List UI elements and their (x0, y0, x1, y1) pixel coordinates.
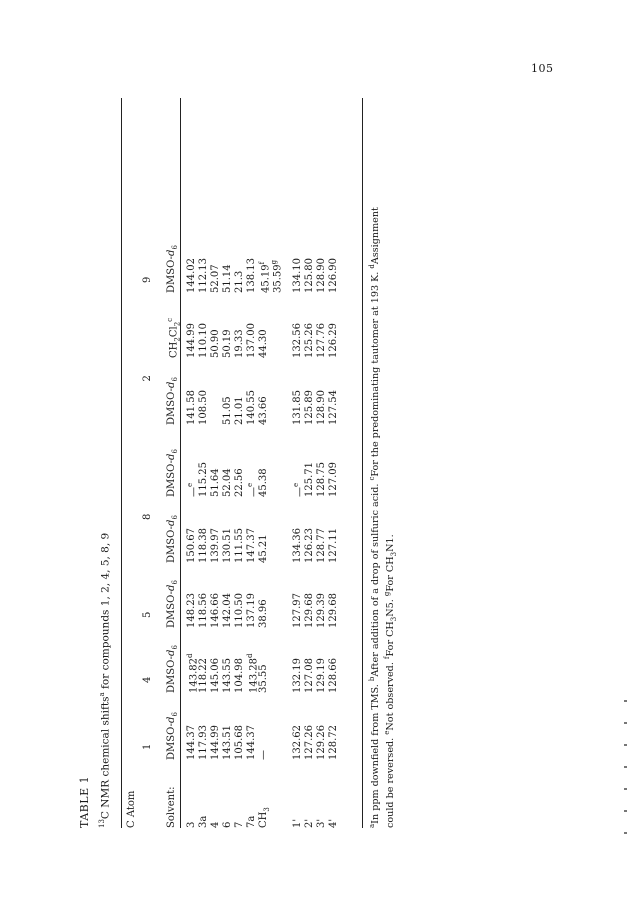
table-cell: 127.97 (292, 593, 303, 628)
table-cell: 52.04 (222, 468, 233, 497)
table-cell: 126.29 (328, 323, 339, 358)
table-cell: 117.93 (198, 725, 209, 760)
row-atom: 2' (304, 818, 315, 828)
table-cell: 129.68 (328, 593, 339, 628)
table-cell: 129.68 (304, 593, 315, 628)
table-cell: 128.90 (316, 390, 327, 425)
table-cell: 52.07 (210, 264, 221, 293)
table-cell: 118.56 (198, 593, 209, 628)
bottom-rule (362, 98, 363, 828)
table-cell: 139.97 (210, 528, 221, 563)
table-label: TABLE 1 (78, 775, 91, 828)
table-cell: 143.51 (222, 725, 233, 760)
solvent-5: DMSO-$d_6$ (166, 377, 179, 425)
table-cell: 137.19 (246, 593, 257, 628)
table-cell: 38.96 (258, 599, 269, 628)
row-atom: 3 (186, 821, 197, 828)
page-number: 105 (531, 62, 554, 75)
table-cell: 125.71 (304, 462, 315, 497)
table-cell: 134.10 (292, 258, 303, 293)
footnote-line-1: $^a$In ppm downfield from TMS. $^b$After addition of a drop of sulfuric acid. $^c$For the predominating tautomer at 193 K. $^d$Assignment (368, 207, 382, 828)
row-atom: 6 (222, 821, 233, 828)
table-cell: 105.68 (234, 725, 245, 760)
table-cell: 35.55 (258, 664, 269, 693)
solvent-1: DMSO-$d_6$ (166, 645, 179, 693)
table-cell: 115.25 (198, 462, 209, 497)
table-cell: 108.50 (198, 390, 209, 425)
table-cell: 51.64 (210, 468, 221, 497)
table-cell: 143.82$^d$ (186, 653, 200, 693)
table-cell: 129.39 (316, 593, 327, 628)
caption-footnote-mark: a (98, 692, 106, 697)
table-cell: 138.13 (246, 258, 257, 293)
table-cell: 150.67 (186, 528, 197, 563)
table-cell: 148.23 (186, 593, 197, 628)
table-caption (98, 533, 112, 828)
table-cell: 144.99 (186, 323, 197, 358)
table-cell: 143.55 (222, 658, 233, 693)
row-atom: 3' (316, 818, 327, 828)
table-cell: 127.26 (304, 725, 315, 760)
caption-text: C NMR chemical shifts (99, 696, 112, 820)
table-cell: 146.66 (210, 593, 221, 628)
table-cell: 137.00 (246, 323, 257, 358)
table-cell: 129.26 (316, 725, 327, 760)
table-cell: 110.50 (234, 593, 245, 628)
table-cell: 118.38 (198, 528, 209, 563)
table-cell: 45.21 (258, 534, 269, 563)
table-cell: 128.77 (316, 528, 327, 563)
compound-header-4: 4 (142, 676, 153, 683)
table-cell: 132.19 (292, 658, 303, 693)
table-cell: —$^e$ (292, 482, 306, 497)
compound-header-1: 1 (142, 743, 153, 750)
table-cell: 19.33 (234, 329, 245, 358)
table-cell: 35.59$^g$ (270, 259, 284, 293)
table-cell: —$^e$ (246, 482, 260, 497)
table-cell: 144.02 (186, 258, 197, 293)
table-cell: 126.23 (304, 528, 315, 563)
table-cell: 45.38 (258, 468, 269, 497)
table-cell: 147.37 (246, 528, 257, 563)
compound-header-2: 2 (142, 375, 153, 382)
solvent-0: DMSO-$d_6$ (166, 712, 179, 760)
table-cell: 127.09 (328, 462, 339, 497)
table-cell: —$^e$ (186, 482, 200, 497)
solvent-7: DMSO-$d_6$ (166, 245, 179, 293)
table-cell: 143.28$^d$ (246, 653, 260, 693)
table-cell: 111.55 (234, 528, 245, 563)
compound-header-5: 5 (142, 611, 153, 618)
solvent-6: $CH_2Cl_2^c$ (166, 317, 182, 358)
table-cell: 140.55 (246, 390, 257, 425)
table-cell: 128.66 (328, 658, 339, 693)
row-atom: 4' (328, 818, 339, 828)
table-cell: 21.01 (234, 396, 245, 425)
rotated-table (72, 98, 402, 828)
table-cell: — (258, 750, 269, 760)
table-cell: 127.11 (328, 528, 339, 563)
table-cell: 45.19$^f$ (258, 261, 272, 293)
solvent-4: DMSO-$d_6$ (166, 449, 179, 497)
footnote-line-2: could be reversed. $^e$Not observed. $^f$For $CH_3N5$. $^g$For $CH_3N1$. (383, 534, 399, 828)
table-cell: 130.51 (222, 528, 233, 563)
table-cell: 131.85 (292, 390, 303, 425)
table-cell: 127.76 (316, 323, 327, 358)
table-cell: 44.30 (258, 329, 269, 358)
scan-edge-marks (624, 700, 627, 850)
table-cell: 51.14 (222, 264, 233, 293)
table-cell: 43.66 (258, 396, 269, 425)
table-cell: 125.89 (304, 390, 315, 425)
caption-rest: for compounds 1, 2, 4, 5, 8, 9 (99, 532, 112, 693)
table-cell: 126.90 (328, 258, 339, 293)
table-cell: 22.56 (234, 468, 245, 497)
table-cell: 51.05 (222, 396, 233, 425)
table-cell: 110.10 (198, 323, 209, 358)
top-rule (121, 98, 122, 828)
table-cell: 50.19 (222, 329, 233, 358)
table-cell: 50.90 (210, 329, 221, 358)
table-cell: 144.37 (246, 725, 257, 760)
compound-header-8: 8 (142, 513, 153, 520)
row-atom: $CH_3$ (258, 807, 271, 828)
solvent-label: Solvent: (166, 786, 177, 828)
table-cell: 142.04 (222, 593, 233, 628)
row-atom: 4 (210, 821, 221, 828)
table-cell: 132.62 (292, 725, 303, 760)
table-cell: 145.06 (210, 658, 221, 693)
stub-header: C Atom (126, 790, 137, 828)
table-cell: 112.13 (198, 258, 209, 293)
table-cell: 128.72 (328, 725, 339, 760)
table-cell: 134.36 (292, 528, 303, 563)
table-cell: 21.3 (234, 270, 245, 293)
solvent-3: DMSO-$d_6$ (166, 515, 179, 563)
row-atom: 1' (292, 818, 303, 828)
table-cell: 125.26 (304, 323, 315, 358)
table-cell: 144.99 (210, 725, 221, 760)
table-cell: 129.19 (316, 658, 327, 693)
row-atom: 3a (198, 815, 209, 828)
table-cell: 104.98 (234, 658, 245, 693)
table-cell: 132.56 (292, 323, 303, 358)
row-atom: 7 (234, 821, 245, 828)
row-atom: 7a (246, 815, 257, 828)
compound-header-9: 9 (142, 276, 153, 283)
table-cell: 127.08 (304, 658, 315, 693)
header-rule (180, 98, 181, 828)
table-cell: 141.58 (186, 390, 197, 425)
caption-isotope: 13 (98, 819, 106, 828)
table-cell: 128.75 (316, 462, 327, 497)
solvent-2: DMSO-$d_6$ (166, 580, 179, 628)
table-cell: 128.90 (316, 258, 327, 293)
table-cell: 125.80 (304, 258, 315, 293)
table-cell: 144.37 (186, 725, 197, 760)
table-cell: 118.22 (198, 658, 209, 693)
table-cell: 127.54 (328, 390, 339, 425)
